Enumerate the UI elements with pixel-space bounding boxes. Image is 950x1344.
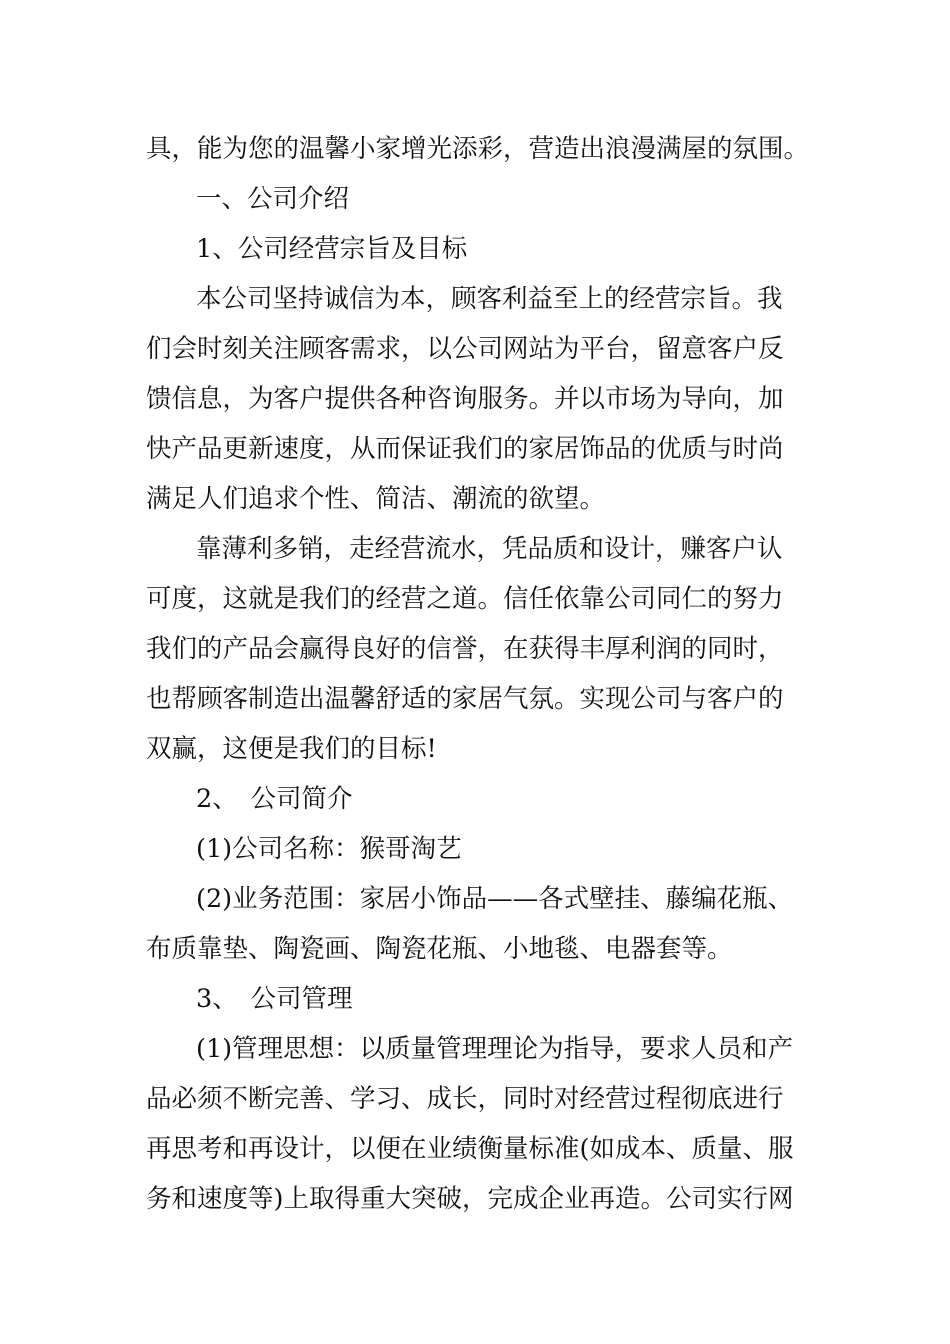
- subsection-heading: 2、 公司简介: [196, 784, 353, 814]
- text-line: 布质靠垫、陶瓷画、陶瓷花瓶、小地毯、电器套等。: [146, 934, 733, 964]
- text-line: 快产品更新速度，从而保证我们的家居饰品的优质与时尚: [146, 434, 784, 464]
- text-line: 双赢，这便是我们的目标!: [146, 734, 437, 764]
- subsection-heading: 1、公司经营宗旨及目标: [196, 234, 468, 264]
- text-line: 品必须不断完善、学习、成长，同时对经营过程彻底进行: [146, 1084, 784, 1114]
- text-line: 满足人们追求个性、简洁、潮流的欲望。: [146, 484, 606, 514]
- text-line: 具，能为您的温馨小家增光添彩，营造出浪漫满屋的氛围。: [146, 134, 810, 164]
- text-line: 也帮顾客制造出温馨舒适的家居气氛。实现公司与客户的: [146, 684, 784, 714]
- text-line: (1)公司名称：猴哥淘艺: [196, 834, 462, 864]
- text-line: 们会时刻关注顾客需求，以公司网站为平台，留意客户反: [146, 334, 784, 364]
- text-line: (1)管理思想：以质量管理理论为指导，要求人员和产: [196, 1034, 794, 1064]
- text-line: (2)业务范围：家居小饰品——各式壁挂、藤编花瓶、: [196, 884, 794, 914]
- text-line: 务和速度等)上取得重大突破，完成企业再造。公司实行网: [146, 1184, 794, 1214]
- text-line: 靠薄利多销，走经营流水，凭品质和设计，赚客户认: [196, 534, 783, 564]
- text-line: 馈信息，为客户提供各种咨询服务。并以市场为导向，加: [146, 384, 784, 414]
- text-line: 我们的产品会赢得良好的信誉，在获得丰厚利润的同时，: [146, 634, 784, 664]
- subsection-heading: 3、 公司管理: [196, 984, 353, 1014]
- text-line: 再思考和再设计，以便在业绩衡量标准(如成本、质量、服: [146, 1134, 794, 1164]
- text-line: 可度，这就是我们的经营之道。信任依靠公司同仁的努力: [146, 584, 784, 614]
- text-line: 本公司坚持诚信为本，顾客利益至上的经营宗旨。我: [196, 284, 783, 314]
- section-heading: 一、公司介绍: [196, 184, 350, 214]
